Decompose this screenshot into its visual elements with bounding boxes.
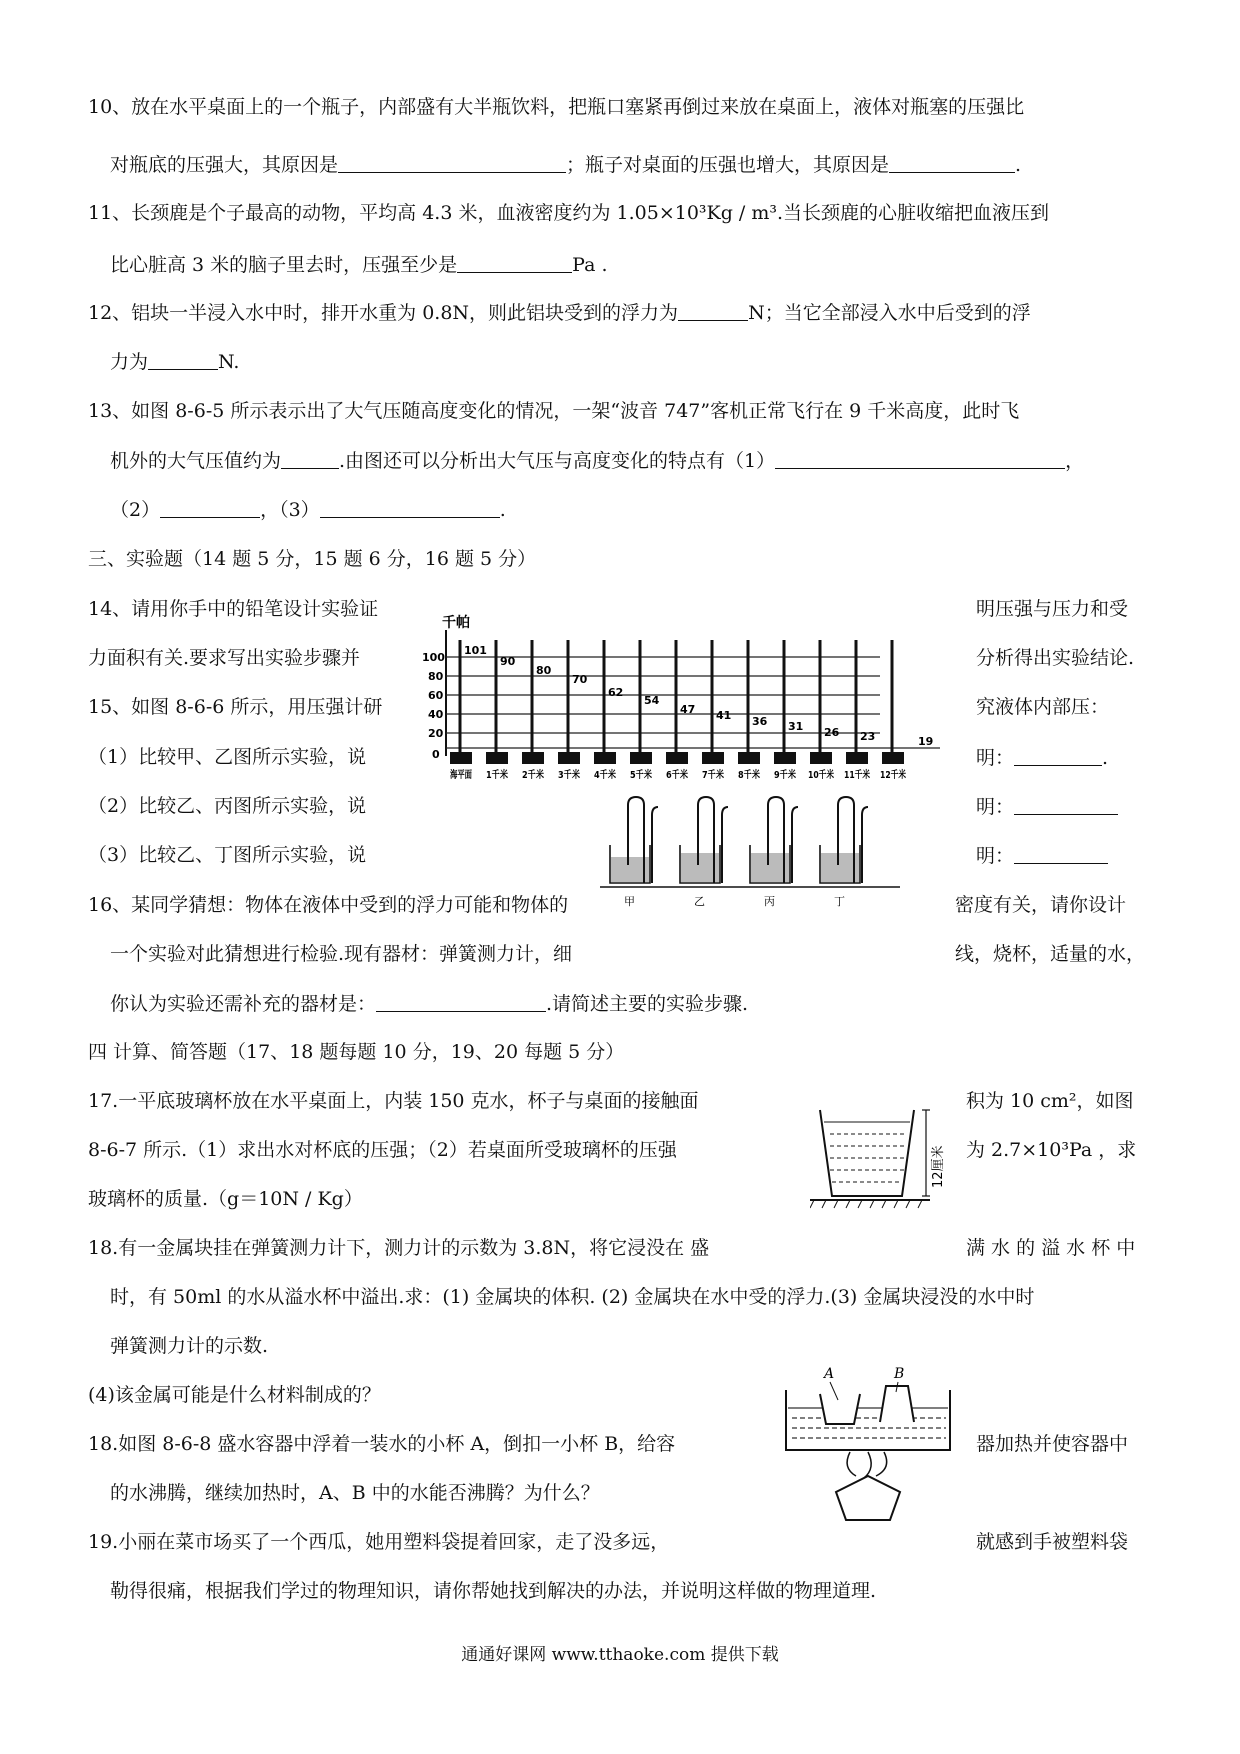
fig865-height: 12千米 (880, 770, 914, 781)
page-footer: 通通好课网 www.tthaoke.com 提供下载 (461, 1645, 779, 1665)
fig865-ytick: 60 (428, 689, 444, 702)
q17-line-2-left: 8-6-7 所示.（1）求出水对杯底的压强；（2）若桌面所受玻璃杯的压强 (88, 1139, 677, 1161)
fig865-height: 海平面 (450, 770, 480, 781)
q14-line-2-left: 力面积有关.要求写出实验步骤并 (88, 647, 361, 669)
q18a-line-1-right: 满 水 的 溢 水 杯 中 (966, 1237, 1136, 1259)
q13-text-d: （2） (110, 499, 161, 521)
q16-line-1-left: 16、某同学猜想：物体在液体中受到的浮力可能和物体的 (88, 894, 569, 916)
q13-text-b: .由图还可以分析出大气压与高度变化的特点有（1） (339, 450, 776, 472)
q18b-line-1-right: 器加热并使容器中 (976, 1433, 1129, 1455)
q11-text-b: Pa . (572, 254, 608, 276)
fig866-label: 甲 (624, 895, 635, 908)
q12-line-1 (88, 301, 1031, 325)
q14-line-1-left: 14、请用你手中的铅笔设计实验证 (88, 598, 379, 620)
q12-text-b: N；当它全部浸入水中后受到的浮 (748, 302, 1031, 324)
fig865-value: 26 (824, 726, 840, 739)
fig865-height: 2千米 (522, 770, 549, 781)
q10-text-c: . (1015, 154, 1022, 176)
fig867-table-hatch (810, 1200, 922, 1208)
q15-blank-1[interactable] (1014, 746, 1102, 766)
q18a-line-2: 时，有 50ml 的水从溢水杯中溢出.求：(1) 金属块的体积. (2) 金属块在水中受的浮力.(3) 金属块浸没的水中时 (110, 1286, 1035, 1308)
figure-8-6-8 (780, 1364, 960, 1544)
q17-line-2-right: 为 2.7×10³Pa ，求 (966, 1139, 1137, 1161)
q15-sub-3-label: 明： (976, 845, 1015, 867)
q18a-line-1-left: 18.有一金属块挂在弹簧测力计下，测力计的示数为 3.8N，将它浸没在 盛 (88, 1237, 710, 1259)
q18a-line-4: (4)该金属可能是什么材料制成的？ (88, 1384, 381, 1406)
q10-line-2 (110, 153, 1021, 177)
fig865-value: 31 (788, 720, 804, 733)
q12-blank-2[interactable] (148, 350, 218, 370)
fig865-ytick: 20 (428, 727, 444, 740)
fig865-value: 23 (860, 730, 876, 743)
figure-8-6-6 (600, 795, 930, 915)
figure-8-6-7 (810, 1090, 960, 1220)
q16-blank[interactable] (376, 992, 546, 1012)
q10-text-a: 对瓶底的压强大，其原因是 (110, 154, 339, 176)
q11-line-1: 11、长颈鹿是个子最高的动物，平均高 4.3 米，血液密度约为 1.05×10³Kg / m³.当长颈鹿的心脏收缩把血液压到 (88, 202, 1050, 224)
q12-text-c: 力为 (110, 351, 149, 373)
q13-line-2 (110, 449, 1084, 473)
fig865-value: 101 (464, 644, 487, 657)
fig865-value: 19 (918, 735, 934, 748)
q13-blank-4[interactable] (320, 498, 500, 518)
q12-line-2 (110, 350, 239, 374)
q17-line-1-left: 17.一平底玻璃杯放在水平桌面上，内装 150 克水，杯子与桌面的接触面 (88, 1090, 699, 1112)
fig865-value: 47 (680, 703, 696, 716)
q15-sub-1-left: （1）比较甲、乙图所示实验，说 (88, 746, 367, 768)
q18b-line-2: 的水沸腾，继续加热时，A、B 中的水能否沸腾？为什么？ (110, 1482, 600, 1504)
fig865-ytick: 80 (428, 670, 444, 683)
q15-sub-3-right (976, 844, 1108, 868)
q16-text-a: 你认为实验还需补充的器材是： (110, 993, 377, 1015)
q17-line-3: 玻璃杯的质量.（g＝10N / Kg） (88, 1188, 363, 1210)
fig865-value: 54 (644, 694, 660, 707)
fig865-value: 90 (500, 655, 516, 668)
q15-sub-1-label: 明： (976, 747, 1015, 769)
fig865-height-labels (450, 768, 914, 781)
q19-line-1-right: 就感到手被塑料袋 (976, 1531, 1129, 1553)
fig865-reservoirs (450, 752, 904, 764)
fig865-height: 11千米 (844, 770, 878, 781)
fig868-label-b: B (894, 1366, 905, 1382)
q11-line-2 (110, 253, 608, 277)
fig866-label: 丁 (834, 895, 845, 908)
q15-sub-3-left: （3）比较乙、丁图所示实验，说 (88, 844, 367, 866)
q15-blank-2[interactable] (1014, 795, 1118, 815)
fig867-cup (820, 1110, 914, 1196)
q12-text-a: 12、铝块一半浸入水中时，排开水重为 0.8N，则此铝块受到的浮力为 (88, 302, 679, 324)
q16-line-2-right: 线，烧杯，适量的水， (955, 943, 1146, 965)
q10-blank-1[interactable] (338, 153, 566, 173)
fig865-height: 3千米 (558, 770, 585, 781)
q16-line-2-left: 一个实验对此猜想进行检验.现有器材：弹簧测力计，细 (110, 943, 573, 965)
fig865-yticks (422, 651, 445, 761)
q19-line-2: 勒得很痛，根据我们学过的物理知识，请你帮她找到解决的办法，并说明这样做的物理道理. (110, 1580, 877, 1602)
q15-sub-1-right (976, 746, 1108, 770)
fig865-height: 6千米 (666, 770, 693, 781)
q13-text-e: ，（3） (260, 499, 320, 521)
fig865-height: 10千米 (808, 770, 842, 781)
q15-line-1-left: 15、如图 8-6-6 所示，用压强计研 (88, 696, 383, 718)
q13-blank-2[interactable] (775, 449, 1065, 469)
fig865-value: 62 (608, 686, 624, 699)
fig866-label: 乙 (694, 895, 705, 908)
q18a-line-3: 弹簧测力计的示数. (110, 1335, 269, 1357)
fig865-ytick: 40 (428, 708, 444, 721)
q16-text-b: .请简述主要的实验步骤. (546, 993, 749, 1015)
fig867-dim-label: 12厘米 (931, 1145, 946, 1188)
q10-blank-2[interactable] (889, 153, 1015, 173)
fig868-cup-a (820, 1394, 860, 1424)
q13-text-a: 机外的大气压值约为 (110, 450, 282, 472)
q15-line-1-right: 究液体内部压： (976, 696, 1110, 718)
fig868-container (786, 1390, 950, 1450)
q12-text-d: N. (218, 351, 240, 373)
q15-sub-2-label: 明： (976, 796, 1015, 818)
fig865-height: 8千米 (738, 770, 765, 781)
q13-line-1: 13、如图 8-6-5 所示表示出了大气压随高度变化的情况，一架“波音 747”客机正常飞行在 9 千米高度，此时飞 (88, 400, 1020, 422)
q18b-line-1-left: 18.如图 8-6-8 盛水容器中浮着一装水的小杯 A，倒扣一小杯 B，给容 (88, 1433, 676, 1455)
q12-blank-1[interactable] (678, 301, 748, 321)
fig865-value: 70 (572, 673, 588, 686)
q16-line-1-right: 密度有关，请你设计 (955, 894, 1127, 916)
fig866-label: 丙 (764, 895, 775, 908)
q13-text-f: . (499, 499, 506, 521)
fig868-water (788, 1408, 948, 1438)
q10-text-b: ；瓶子对桌面的压强也增大，其原因是 (566, 154, 890, 176)
fig865-value: 41 (716, 709, 732, 722)
q13-text-c: ， (1065, 450, 1085, 472)
fig865-height: 4千米 (594, 770, 621, 781)
q10-line-1: 10、放在水平桌面上的一个瓶子，内部盛有大半瓶饮料，把瓶口塞紧再倒过来放在桌面上，液体对瓶塞的压强比 (88, 96, 1025, 118)
q13-line-3 (110, 498, 506, 522)
q14-line-2-right: 分析得出实验结论. (976, 647, 1135, 669)
q15-sub-2-right (976, 795, 1118, 819)
fig868-cup-b (880, 1386, 914, 1422)
fig868-flame (847, 1452, 887, 1478)
fig866-labels (624, 895, 845, 908)
fig865-ytick: 100 (422, 651, 445, 664)
q13-blank-3[interactable] (160, 498, 260, 518)
q16-line-3 (110, 992, 748, 1016)
q15-blank-3[interactable] (1014, 844, 1108, 864)
q13-blank-1[interactable] (281, 449, 339, 469)
fig865-height: 5千米 (630, 770, 657, 781)
fig865-ylabel: 千帕 (442, 615, 470, 631)
q15-sub-1-end: . (1102, 747, 1109, 769)
fig867-water (824, 1122, 910, 1182)
section-4-heading: 四 计算、简答题（17、18 题每题 10 分，19、20 每题 5 分） (88, 1041, 625, 1063)
q14-line-1-right: 明压强与压力和受 (976, 598, 1129, 620)
fig868-label-a: A (824, 1366, 835, 1382)
fig865-height: 1千米 (486, 770, 513, 781)
fig865-ytick: 0 (432, 748, 440, 761)
q17-line-1-right: 积为 10 cm²，如图 (966, 1090, 1134, 1112)
fig865-height: 9千米 (774, 770, 801, 781)
q11-blank[interactable] (457, 253, 572, 273)
section-3-heading: 三、实验题（14 题 5 分，15 题 6 分，16 题 5 分） (88, 548, 537, 570)
fig867-dimension (922, 1110, 930, 1196)
fig865-height: 7千米 (702, 770, 729, 781)
q11-text-a: 比心脏高 3 米的脑子里去时，压强至少是 (110, 254, 458, 276)
fig865-value: 80 (536, 664, 552, 677)
fig866-water (611, 853, 859, 882)
fig865-value: 36 (752, 715, 768, 728)
fig868-burner (836, 1476, 900, 1520)
q15-sub-2-left: （2）比较乙、丙图所示实验，说 (88, 795, 367, 817)
q19-line-1-left: 19.小丽在菜市场买了一个西瓜，她用塑料袋提着回家，走了没多远， (88, 1531, 670, 1553)
